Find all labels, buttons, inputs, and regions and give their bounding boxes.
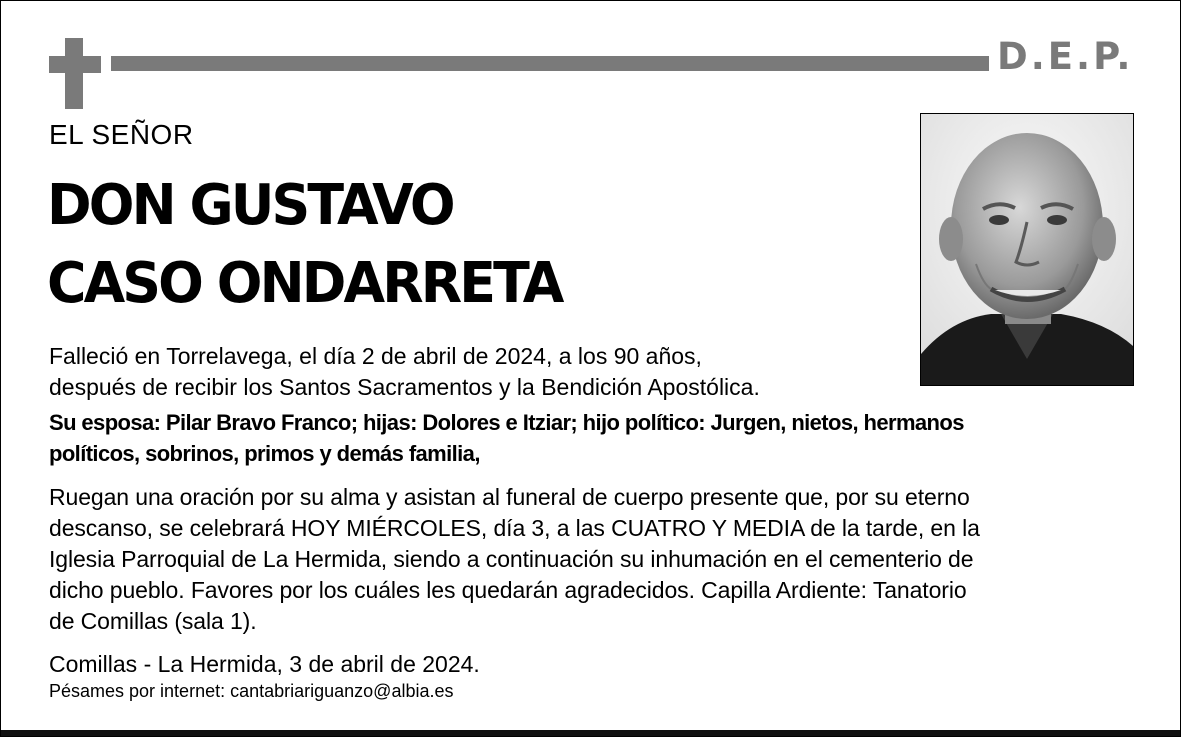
funeral-details [49,482,980,637]
dep-label: D.E.P. [997,35,1134,78]
deceased-portrait [920,113,1134,386]
family-list [49,407,964,469]
family-line: Su esposa: Pilar Bravo Franco; hijas: Dolores e Itziar; hijo político: Jurgen, nietos, hermanos [49,410,964,435]
honorific-title: EL SEÑOR [49,119,194,150]
funeral-line: dicho pueblo. Favores por los cuáles les quedarán agradecidos. Capilla Ardiente: Tanatorio [49,577,967,603]
funeral-line: de Comillas (sala 1). [49,608,257,634]
family-line: políticos, sobrinos, primos y demás familia, [49,441,480,466]
funeral-line: Ruegan una oración por su alma y asistan al funeral de cuerpo presente que, por su eterno [49,484,970,510]
place-date: Comillas - La Hermida, 3 de abril de 2024. [49,651,480,677]
funeral-line: Iglesia Parroquial de La Hermida, siendo a continuación su inhumación en el cementerio de [49,546,974,572]
condolences-link[interactable]: Pésames por internet: cantabriariguanzo@albia.es [49,681,454,701]
funeral-line: descanso, se celebrará HOY MIÉRCOLES, día 3, a las CUATRO Y MEDIA de la tarde, en la [49,515,980,541]
bottom-border [1,730,1180,736]
deceased-name-line2: CASO ONDARRETA [47,251,562,316]
death-line: Falleció en Torrelavega, el día 2 de abril de 2024, a los 90 años, [49,343,702,369]
deceased-name-line1: DON GUSTAVO [47,173,453,238]
cross-icon [49,38,101,109]
portrait-image [921,114,1133,385]
death-line: después de recibir los Santos Sacramentos y la Bendición Apostólica. [49,374,760,400]
death-details [49,341,760,403]
header-rule [111,56,989,71]
